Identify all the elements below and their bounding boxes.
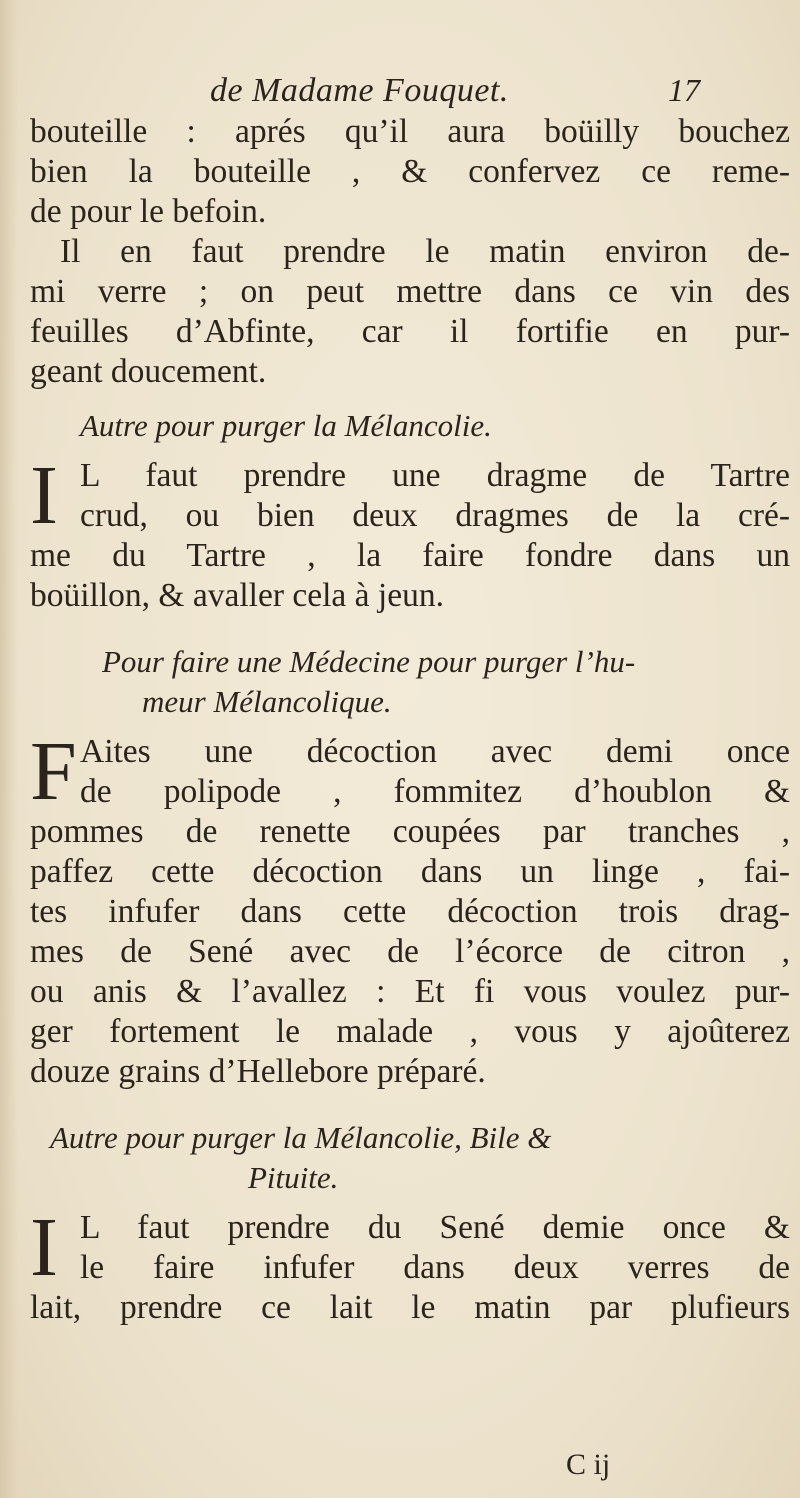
- section-heading: Autre pour purger la Mélancolie, Bile &: [50, 1120, 552, 1155]
- text-line: bouteille : aprés qu’il aura boüilly bouchez: [30, 113, 790, 150]
- text-line: le faire infufer dans deux verres de: [80, 1249, 790, 1286]
- drop-cap: F: [30, 725, 77, 818]
- text-line: me du Tartre , la faire fondre dans un: [30, 537, 790, 574]
- running-title: de Madame Fouquet.: [210, 72, 509, 109]
- text-line: L faut prendre du Sené demie once &: [80, 1209, 790, 1246]
- text-line: Il en faut prendre le matin environ de-: [60, 233, 790, 270]
- text-line: pommes de renette coupées par tranches ,: [30, 813, 790, 850]
- text-line: feuilles d’Abfinte, car il fortifie en pur-: [30, 313, 790, 350]
- text-line: geant doucement.: [30, 353, 267, 390]
- text-line: ou anis & l’avallez : Et fi vous voulez pur-: [30, 973, 790, 1010]
- section-heading: Pour faire une Médecine pour purger l’hu-: [102, 644, 636, 679]
- text-line: L faut prendre une dragme de Tartre: [80, 457, 790, 494]
- section-heading-continued: meur Mélancolique.: [142, 684, 392, 719]
- page-number: 17: [668, 72, 700, 108]
- text-line: crud, ou bien deux dragmes de la cré-: [80, 497, 790, 534]
- text-line: de pour le befoin.: [30, 193, 267, 230]
- paragraph: [30, 725, 790, 1092]
- section-heading: Autre pour purger la Mélancolie.: [80, 408, 492, 443]
- drop-cap: I: [30, 1201, 58, 1294]
- text-line: mes de Sené avec de l’écorce de citron ,: [30, 933, 790, 970]
- text-line: ger fortement le malade , vous y ajoûterez: [30, 1013, 790, 1050]
- text-line: tes infufer dans cette décoction trois drag-: [30, 893, 790, 930]
- paragraph: [30, 449, 790, 616]
- drop-cap: I: [30, 449, 58, 542]
- signature-mark: C ij: [566, 1448, 611, 1481]
- text-line: mi verre ; on peut mettre dans ce vin des: [30, 273, 790, 310]
- page-edge-shadow: [0, 0, 18, 1498]
- page-body: [30, 112, 790, 1328]
- text-line: boüillon, & avaller cela à jeun.: [30, 577, 444, 614]
- text-line: paffez cette décoction dans un linge , fai-: [30, 853, 790, 890]
- text-line: bien la bouteille , & confervez ce reme-: [30, 153, 790, 190]
- text-line: Aites une décoction avec demi once: [80, 733, 790, 770]
- text-line: douze grains d’Hellebore préparé.: [30, 1053, 486, 1090]
- section-heading-continued: Pituite.: [248, 1160, 339, 1195]
- paragraph: [30, 1201, 790, 1328]
- text-line: lait, prendre ce lait le matin par plufieurs: [30, 1289, 790, 1326]
- text-line: de polipode , fommitez d’houblon &: [80, 773, 790, 810]
